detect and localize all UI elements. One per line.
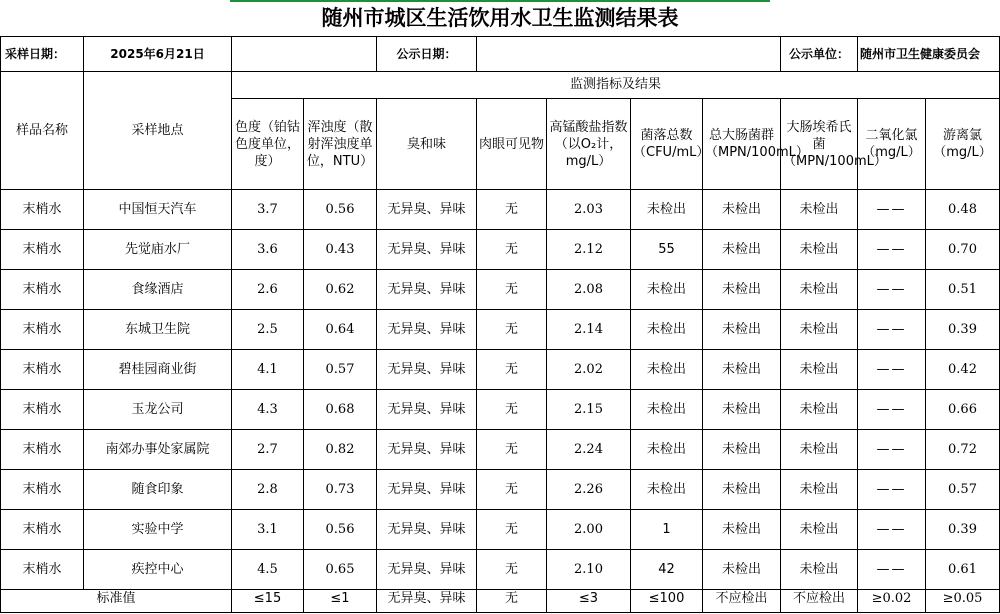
clo2-cell: —— bbox=[858, 550, 926, 590]
visible-cell: 无 bbox=[477, 270, 547, 310]
publisher-value: 随州市卫生健康委员会 bbox=[858, 37, 1000, 72]
clo2-cell: —— bbox=[858, 310, 926, 350]
permanganate-cell: 2.14 bbox=[547, 310, 631, 350]
turbidity-cell: 0.73 bbox=[304, 470, 377, 510]
color-cell: 4.3 bbox=[232, 390, 304, 430]
header-clo2: 二氧化氯（mg/L） bbox=[858, 99, 926, 190]
coliform-cell: 未检出 bbox=[703, 190, 781, 230]
visible-cell: 无 bbox=[477, 550, 547, 590]
table-row bbox=[1, 350, 1000, 390]
publish-date-value bbox=[477, 37, 781, 72]
clo2-cell: —— bbox=[858, 430, 926, 470]
standard-visible: 无 bbox=[477, 590, 547, 613]
ecoli-cell: 未检出 bbox=[781, 550, 858, 590]
colony-cell: 未检出 bbox=[631, 430, 703, 470]
standard-chlorine: ≥0.05 bbox=[926, 590, 1000, 613]
ecoli-cell: 未检出 bbox=[781, 270, 858, 310]
page-title: 随州市城区生活饮用水卫生监测结果表 bbox=[321, 5, 679, 30]
sample-name-cell: 末梢水 bbox=[1, 230, 84, 270]
location-cell: 中国恒天汽车 bbox=[84, 190, 232, 230]
permanganate-cell: 2.26 bbox=[547, 470, 631, 510]
odor-cell: 无异臭、异味 bbox=[377, 550, 477, 590]
colony-cell: 未检出 bbox=[631, 470, 703, 510]
standard-colony: ≤100 bbox=[631, 590, 703, 613]
chlorine-cell: 0.42 bbox=[926, 350, 1000, 390]
sample-name-cell: 末梢水 bbox=[1, 270, 84, 310]
table-row bbox=[1, 430, 1000, 470]
ecoli-cell: 未检出 bbox=[781, 230, 858, 270]
table-row bbox=[1, 230, 1000, 270]
ecoli-cell: 未检出 bbox=[781, 470, 858, 510]
sampling-date-value: 2025年6月21日 bbox=[84, 37, 232, 72]
coliform-cell: 未检出 bbox=[703, 270, 781, 310]
visible-cell: 无 bbox=[477, 190, 547, 230]
table-row bbox=[1, 470, 1000, 510]
chlorine-cell: 0.39 bbox=[926, 310, 1000, 350]
sample-name-cell: 末梢水 bbox=[1, 430, 84, 470]
location-cell: 东城卫生院 bbox=[84, 310, 232, 350]
permanganate-cell: 2.08 bbox=[547, 270, 631, 310]
chlorine-cell: 0.48 bbox=[926, 190, 1000, 230]
odor-cell: 无异臭、异味 bbox=[377, 230, 477, 270]
visible-cell: 无 bbox=[477, 350, 547, 390]
turbidity-cell: 0.62 bbox=[304, 270, 377, 310]
color-cell: 2.8 bbox=[232, 470, 304, 510]
meta-spacer bbox=[232, 37, 377, 72]
visible-cell: 无 bbox=[477, 390, 547, 430]
visible-cell: 无 bbox=[477, 430, 547, 470]
turbidity-cell: 0.56 bbox=[304, 190, 377, 230]
location-cell: 疾控中心 bbox=[84, 550, 232, 590]
permanganate-cell: 2.12 bbox=[547, 230, 631, 270]
turbidity-cell: 0.56 bbox=[304, 510, 377, 550]
colony-cell: 未检出 bbox=[631, 390, 703, 430]
chlorine-cell: 0.72 bbox=[926, 430, 1000, 470]
standard-permanganate: ≤3 bbox=[547, 590, 631, 613]
header-permanganate: 高锰酸盐指数（以O₂计，mg/L） bbox=[547, 99, 631, 190]
ecoli-cell: 未检出 bbox=[781, 430, 858, 470]
location-cell: 食缘酒店 bbox=[84, 270, 232, 310]
table-row bbox=[1, 550, 1000, 590]
color-cell: 4.1 bbox=[232, 350, 304, 390]
color-cell: 4.5 bbox=[232, 550, 304, 590]
permanganate-cell: 2.02 bbox=[547, 350, 631, 390]
publisher-label: 公示单位： bbox=[781, 37, 858, 72]
permanganate-cell: 2.10 bbox=[547, 550, 631, 590]
standard-clo2: ≥0.02 bbox=[858, 590, 926, 613]
coliform-cell: 未检出 bbox=[703, 310, 781, 350]
colony-cell: 未检出 bbox=[631, 270, 703, 310]
odor-cell: 无异臭、异味 bbox=[377, 310, 477, 350]
turbidity-cell: 0.82 bbox=[304, 430, 377, 470]
standard-row bbox=[1, 590, 1000, 613]
turbidity-cell: 0.65 bbox=[304, 550, 377, 590]
color-cell: 3.1 bbox=[232, 510, 304, 550]
sample-name-cell: 末梢水 bbox=[1, 190, 84, 230]
location-cell: 随食印象 bbox=[84, 470, 232, 510]
standard-odor: 无异臭、异味 bbox=[377, 590, 477, 613]
standard-coliform: 不应检出 bbox=[703, 590, 781, 613]
color-cell: 3.6 bbox=[232, 230, 304, 270]
header-color: 色度（铂钴色度单位，度） bbox=[232, 99, 304, 190]
coliform-cell: 未检出 bbox=[703, 430, 781, 470]
sample-name-cell: 末梢水 bbox=[1, 310, 84, 350]
header-location: 采样地点 bbox=[84, 72, 232, 190]
ecoli-cell: 未检出 bbox=[781, 190, 858, 230]
colony-cell: 未检出 bbox=[631, 190, 703, 230]
clo2-cell: —— bbox=[858, 270, 926, 310]
odor-cell: 无异臭、异味 bbox=[377, 510, 477, 550]
coliform-cell: 未检出 bbox=[703, 350, 781, 390]
colony-cell: 55 bbox=[631, 230, 703, 270]
chlorine-cell: 0.70 bbox=[926, 230, 1000, 270]
header-sample-name: 样品名称 bbox=[1, 72, 84, 190]
table-row bbox=[1, 510, 1000, 550]
color-cell: 2.5 bbox=[232, 310, 304, 350]
header-odor: 臭和味 bbox=[377, 99, 477, 190]
header-visible: 肉眼可见物 bbox=[477, 99, 547, 190]
permanganate-cell: 2.15 bbox=[547, 390, 631, 430]
clo2-cell: —— bbox=[858, 230, 926, 270]
standard-label: 标准值 bbox=[1, 590, 232, 613]
colony-cell: 42 bbox=[631, 550, 703, 590]
ecoli-cell: 未检出 bbox=[781, 350, 858, 390]
permanganate-cell: 2.24 bbox=[547, 430, 631, 470]
sample-name-cell: 末梢水 bbox=[1, 350, 84, 390]
odor-cell: 无异臭、异味 bbox=[377, 350, 477, 390]
odor-cell: 无异臭、异味 bbox=[377, 270, 477, 310]
visible-cell: 无 bbox=[477, 470, 547, 510]
publish-date-label: 公示日期： bbox=[377, 37, 477, 72]
odor-cell: 无异臭、异味 bbox=[377, 470, 477, 510]
turbidity-cell: 0.64 bbox=[304, 310, 377, 350]
sampling-date-label: 采样日期： bbox=[1, 37, 84, 72]
visible-cell: 无 bbox=[477, 510, 547, 550]
header-chlorine: 游离氯（mg/L） bbox=[926, 99, 1000, 190]
location-cell: 碧桂园商业街 bbox=[84, 350, 232, 390]
permanganate-cell: 2.03 bbox=[547, 190, 631, 230]
header-indicator-group: 监测指标及结果 bbox=[232, 72, 1000, 99]
coliform-cell: 未检出 bbox=[703, 230, 781, 270]
sample-name-cell: 末梢水 bbox=[1, 550, 84, 590]
coliform-cell: 未检出 bbox=[703, 470, 781, 510]
permanganate-cell: 2.00 bbox=[547, 510, 631, 550]
location-cell: 实验中学 bbox=[84, 510, 232, 550]
colony-cell: 未检出 bbox=[631, 310, 703, 350]
visible-cell: 无 bbox=[477, 310, 547, 350]
ecoli-cell: 未检出 bbox=[781, 310, 858, 350]
odor-cell: 无异臭、异味 bbox=[377, 390, 477, 430]
sample-name-cell: 末梢水 bbox=[1, 470, 84, 510]
header-turbidity: 浑浊度（散射浑浊度单位，NTU） bbox=[304, 99, 377, 190]
table-row bbox=[1, 270, 1000, 310]
clo2-cell: —— bbox=[858, 350, 926, 390]
standard-color: ≤15 bbox=[232, 590, 304, 613]
clo2-cell: —— bbox=[858, 190, 926, 230]
color-cell: 2.7 bbox=[232, 430, 304, 470]
chlorine-cell: 0.57 bbox=[926, 470, 1000, 510]
header-ecoli: 大肠埃希氏菌（MPN/100mL） bbox=[781, 99, 858, 190]
ecoli-cell: 未检出 bbox=[781, 510, 858, 550]
turbidity-cell: 0.57 bbox=[304, 350, 377, 390]
chlorine-cell: 0.51 bbox=[926, 270, 1000, 310]
chlorine-cell: 0.61 bbox=[926, 550, 1000, 590]
standard-turbidity: ≤1 bbox=[304, 590, 377, 613]
header-colony: 菌落总数（CFU/mL） bbox=[631, 99, 703, 190]
sample-name-cell: 末梢水 bbox=[1, 390, 84, 430]
odor-cell: 无异臭、异味 bbox=[377, 190, 477, 230]
clo2-cell: —— bbox=[858, 390, 926, 430]
table-row bbox=[1, 390, 1000, 430]
color-cell: 2.6 bbox=[232, 270, 304, 310]
odor-cell: 无异臭、异味 bbox=[377, 430, 477, 470]
ecoli-cell: 未检出 bbox=[781, 390, 858, 430]
chlorine-cell: 0.39 bbox=[926, 510, 1000, 550]
location-cell: 先觉庙水厂 bbox=[84, 230, 232, 270]
location-cell: 玉龙公司 bbox=[84, 390, 232, 430]
sample-name-cell: 末梢水 bbox=[1, 510, 84, 550]
turbidity-cell: 0.43 bbox=[304, 230, 377, 270]
clo2-cell: —— bbox=[858, 470, 926, 510]
coliform-cell: 未检出 bbox=[703, 510, 781, 550]
location-cell: 南郊办事处家属院 bbox=[84, 430, 232, 470]
table-row bbox=[1, 190, 1000, 230]
colony-cell: 未检出 bbox=[631, 350, 703, 390]
color-cell: 3.7 bbox=[232, 190, 304, 230]
visible-cell: 无 bbox=[477, 230, 547, 270]
coliform-cell: 未检出 bbox=[703, 390, 781, 430]
standard-ecoli: 不应检出 bbox=[781, 590, 858, 613]
meta-row bbox=[1, 37, 1000, 72]
table-row bbox=[1, 310, 1000, 350]
header-coliform: 总大肠菌群（MPN/100mL） bbox=[703, 99, 781, 190]
coliform-cell: 未检出 bbox=[703, 550, 781, 590]
chlorine-cell: 0.66 bbox=[926, 390, 1000, 430]
clo2-cell: —— bbox=[858, 510, 926, 550]
turbidity-cell: 0.68 bbox=[304, 390, 377, 430]
colony-cell: 1 bbox=[631, 510, 703, 550]
